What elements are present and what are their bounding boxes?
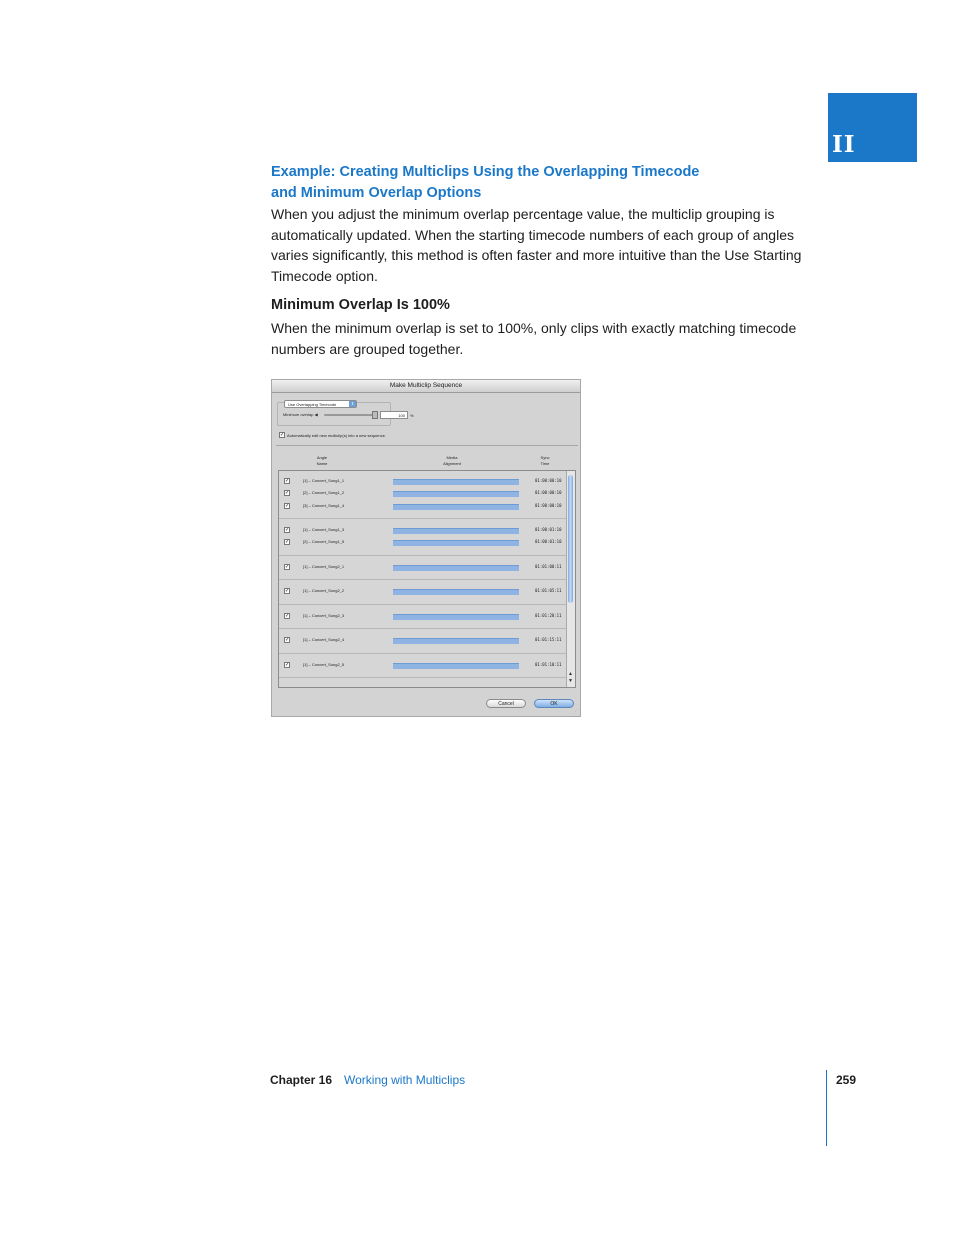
media-alignment-bar [393,528,519,534]
method-popup-value: Use Overlapping Timecode [288,402,337,407]
method-popup[interactable] [284,400,357,408]
sync-time: 01:00:00:10 [535,503,562,508]
dialog-title: Make Multiclip Sequence [272,380,580,393]
angle-row[interactable] [279,635,567,645]
angle-row[interactable] [279,476,567,486]
media-alignment-bar [393,589,519,595]
angle-checkbox[interactable]: ✓ [285,662,290,668]
overlap-unit: % [410,413,414,418]
angle-checkbox[interactable]: ✓ [285,588,290,594]
footer-chapter: Chapter 16 [270,1073,333,1087]
overlap-slider[interactable] [324,414,374,416]
sync-time: 01:01:20:11 [535,613,562,618]
angle-row[interactable] [279,562,567,572]
sync-time: 01:00:01:10 [535,527,562,532]
angle-checkbox[interactable]: ✓ [285,490,290,496]
angle-name: [2] – Concert_Song1_2 [303,490,345,495]
media-alignment-bar [393,663,519,669]
angle-checkbox[interactable]: ✓ [285,539,290,545]
angle-name: [3] – Concert_Song1_4 [303,503,345,508]
media-alignment-bar [393,491,519,497]
auto-edit-checkbox[interactable]: ✓ [280,432,285,438]
footer-rule [826,1070,827,1146]
media-alignment-bar [393,565,519,571]
angle-checkbox[interactable]: ✓ [285,527,290,533]
cancel-button[interactable]: Cancel [486,699,526,708]
sync-column-header: Sync Time [540,455,550,466]
auto-edit-label: Automatically edit new multiclip(s) into a new sequence. [287,433,386,438]
resize-grip-icon[interactable]: ⋰ [573,709,578,715]
angle-row[interactable] [279,525,567,535]
heading-line-1: Example: Creating Multiclips Using the Overlapping Timecode [271,164,700,180]
media-alignment-bar [393,479,519,485]
group-separator [279,628,567,629]
list-scrollbar[interactable] [566,471,575,687]
angle-name: [1] – Concert_Song1_3 [303,527,345,532]
sync-time: 01:00:00:10 [535,478,562,483]
ok-button[interactable]: OK [534,699,574,708]
angle-checkbox[interactable]: ✓ [285,478,290,484]
angle-checkbox[interactable]: ✓ [285,613,290,619]
group-separator [279,604,567,605]
divider [276,445,578,446]
angle-row[interactable] [279,501,567,511]
angle-checkbox[interactable]: ✓ [285,503,290,509]
page-number: 259 [836,1073,857,1087]
angle-row[interactable] [279,586,567,596]
part-label: II [832,131,856,158]
angle-row[interactable] [279,488,567,498]
scroll-thumb[interactable] [568,475,573,603]
angle-list[interactable] [278,470,576,688]
group-separator [279,653,567,654]
section-heading [271,162,741,204]
sync-time: 01:01:10:11 [535,662,562,667]
popup-arrows-icon: ⇕ [350,401,355,406]
media-column-header: Media Alignment [443,455,461,466]
group-separator [279,518,567,519]
sync-time: 01:01:00:11 [535,564,562,569]
overlap-label: Minimum overlap ◀ [283,412,318,417]
sync-time: 01:01:05:11 [535,588,562,593]
sync-time: 01:01:15:11 [535,637,562,642]
media-alignment-bar [393,614,519,620]
part-tab [828,93,917,162]
angle-row[interactable] [279,537,567,547]
angle-name: [1] – Concert_Song2_5 [303,662,345,667]
group-separator [279,555,567,556]
scroll-down-icon[interactable]: ▼ [568,678,573,684]
overlap-value-field[interactable]: 100 [380,411,408,419]
group-separator [279,677,567,678]
angle-name: [2] – Concert_Song1_5 [303,539,345,544]
heading-line-2: and Minimum Overlap Options [271,185,482,201]
angle-name: [1] – Concert_Song2_2 [303,588,345,593]
angle-name: [1] – Concert_Song2_3 [303,613,345,618]
angle-name: [1] – Concert_Song1_1 [303,478,345,483]
overlap-slider-knob[interactable] [372,411,378,419]
angle-row[interactable] [279,611,567,621]
media-alignment-bar [393,540,519,546]
subheading: Minimum Overlap Is 100% [271,297,450,313]
footer-chapter-title[interactable]: Working with Multiclips [344,1073,466,1087]
angle-checkbox[interactable]: ✓ [285,564,290,570]
group-separator [279,579,567,580]
media-alignment-bar [393,638,519,644]
media-alignment-bar [393,504,519,510]
angle-name: [1] – Concert_Song2_1 [303,564,345,569]
sync-time: 01:00:01:10 [535,539,562,544]
angle-name: [1] – Concert_Song2_4 [303,637,345,642]
scroll-up-icon[interactable]: ▲ [568,671,573,677]
paragraph-2: When the minimum overlap is set to 100%, only clips with exactly matching timecode numbers are grouped together. [271,320,797,357]
make-multiclip-dialog [271,379,581,717]
angle-row[interactable] [279,660,567,670]
sync-time: 01:00:00:10 [535,490,562,495]
angle-checkbox[interactable]: ✓ [285,637,290,643]
paragraph-1: When you adjust the minimum overlap percentage value, the multiclip grouping is automatically updated. When the starting timecode numbers of each group of angles varies significantly, this method is often faster and more intuitive than the Use Starting Timecode option. [271,206,802,284]
angle-column-header: Angle Name [316,455,328,466]
